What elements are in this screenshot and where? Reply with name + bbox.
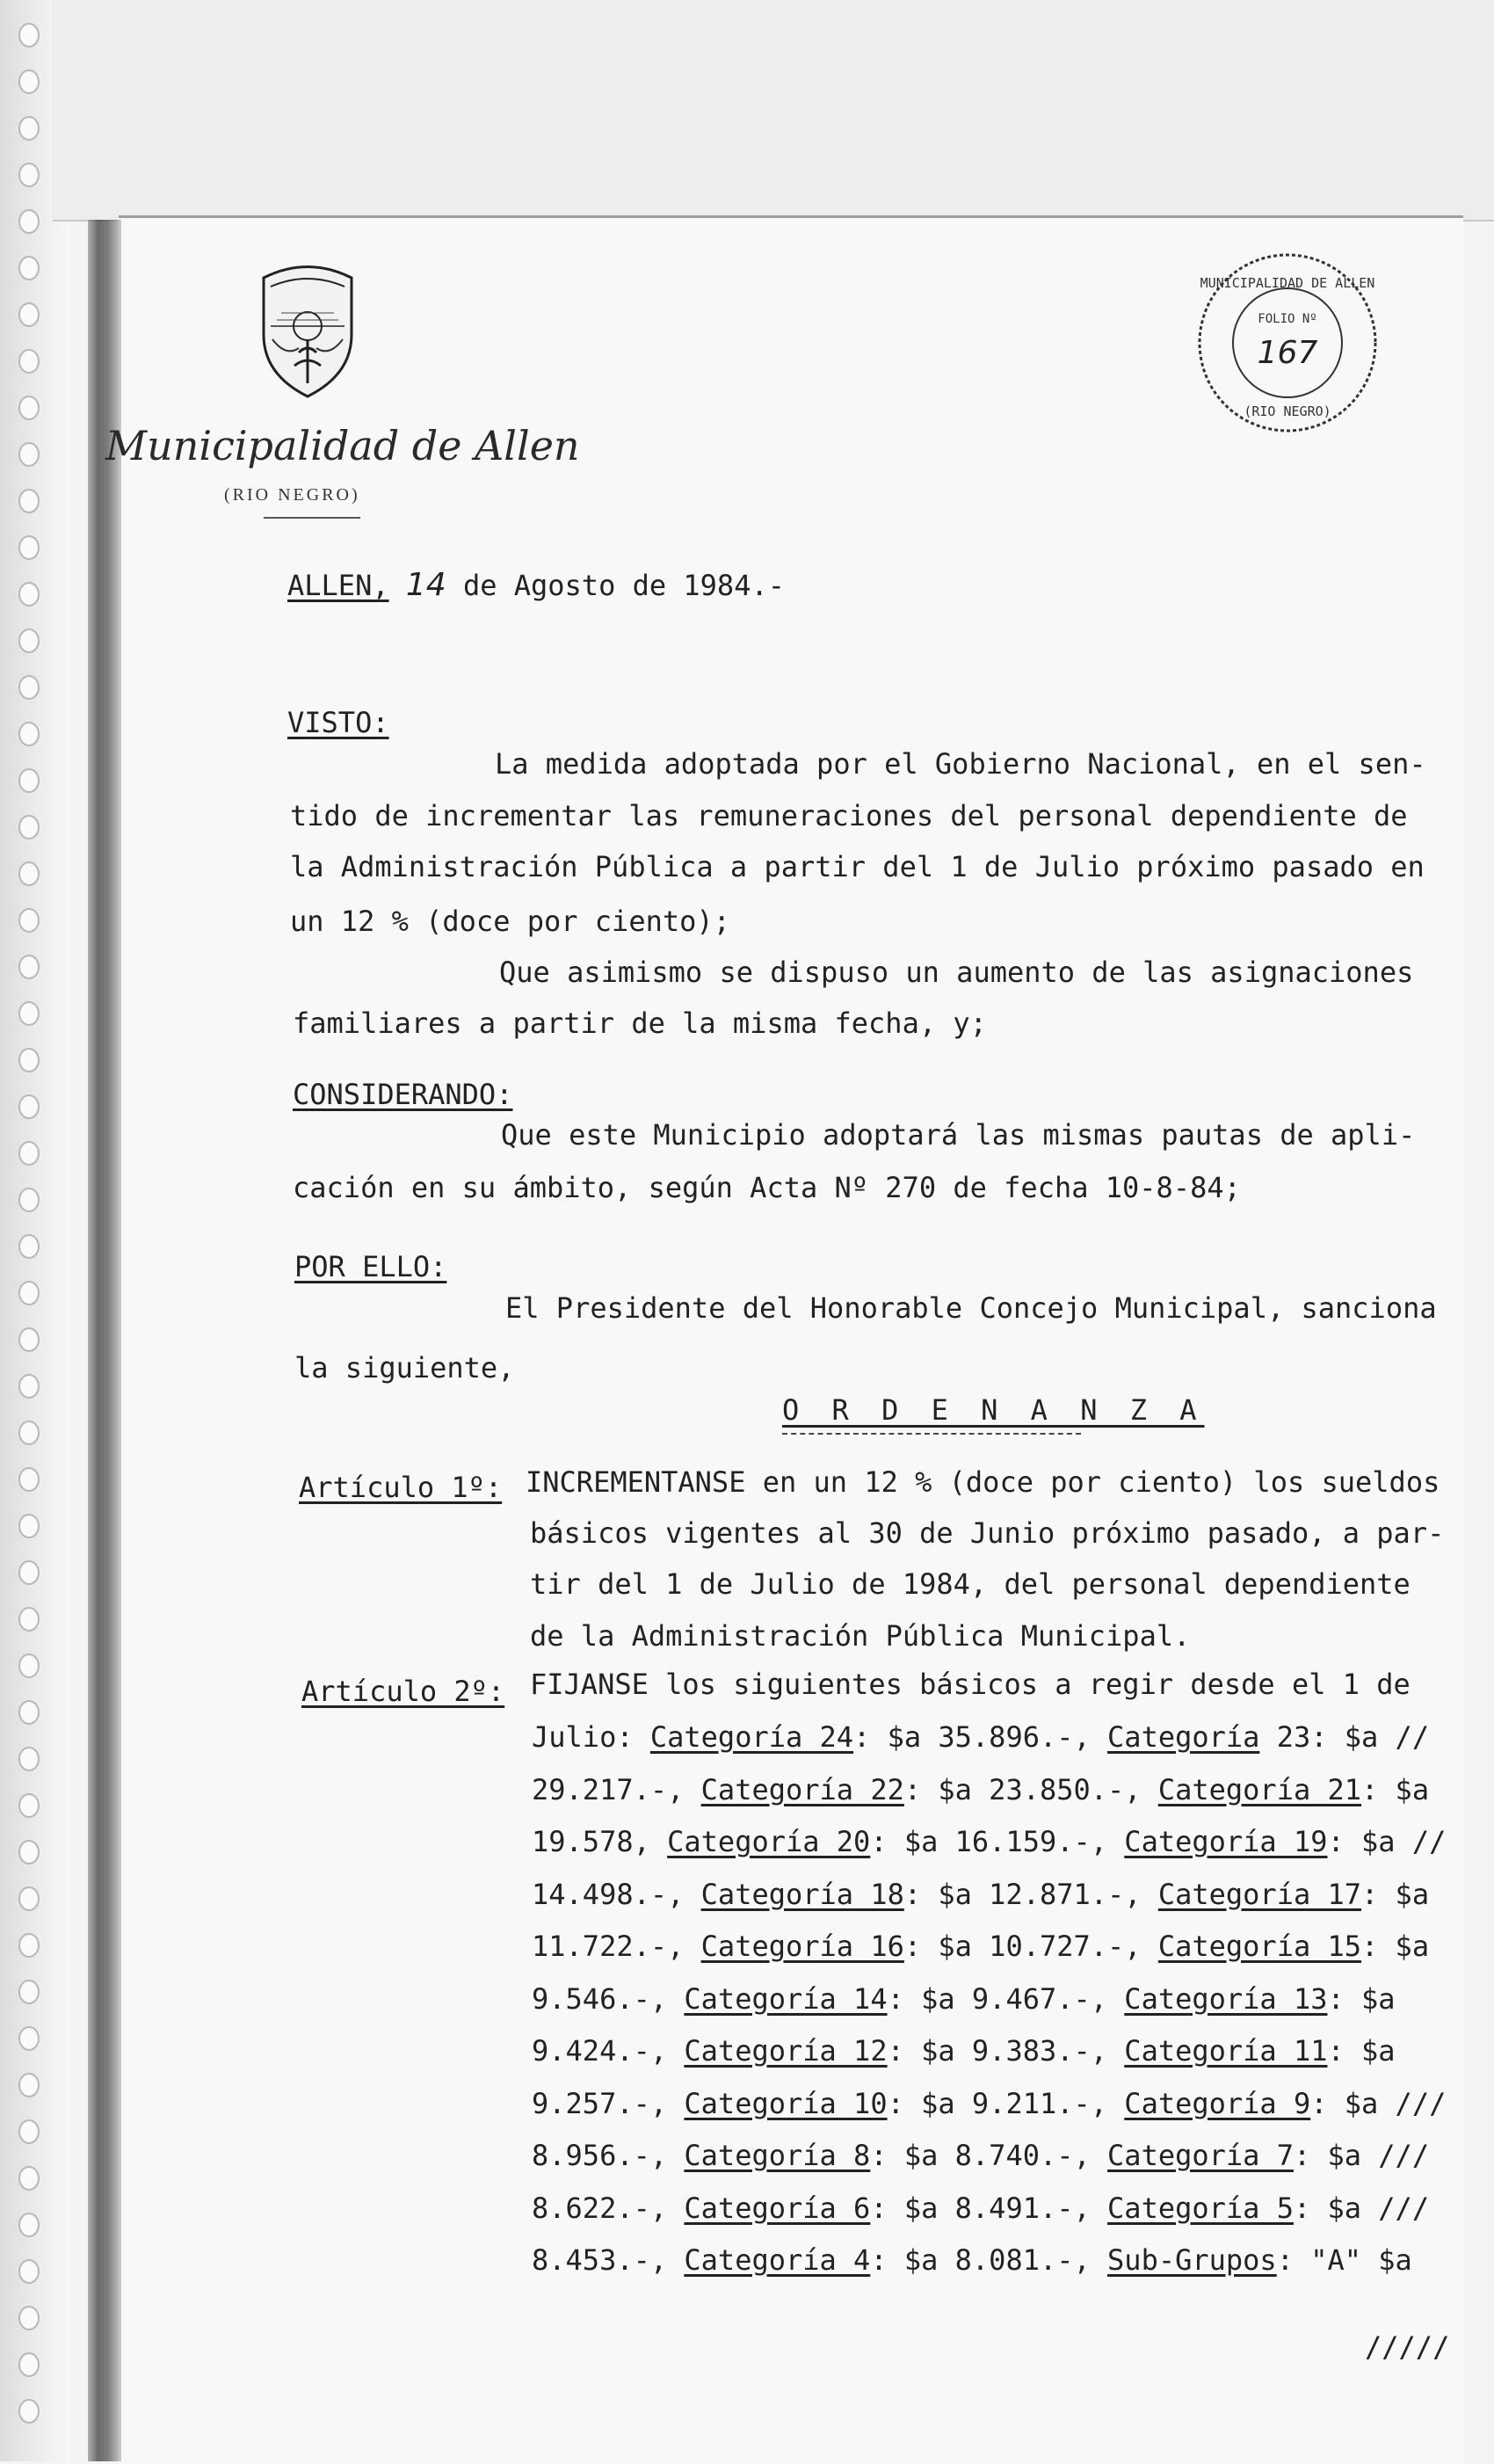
binder-hole bbox=[19, 956, 39, 978]
binder-hole bbox=[19, 769, 39, 792]
binder-hole bbox=[19, 303, 39, 326]
binder-hole bbox=[19, 1282, 39, 1305]
category-label: Categoría 18 bbox=[700, 1877, 904, 1911]
salary-text: : $a /// bbox=[1310, 2086, 1447, 2120]
salary-text: 11.722.-, bbox=[532, 1930, 701, 1963]
salary-text: 8.453.-, bbox=[532, 2243, 685, 2277]
category-label: Categoría 20 bbox=[667, 1825, 871, 1858]
category-label: Categoría 13 bbox=[1124, 1981, 1328, 2016]
ordenanza-title: O R D E N A N Z A bbox=[782, 1393, 1205, 1427]
por-ello-heading: POR ELLO: bbox=[294, 1250, 447, 1283]
binder-hole bbox=[19, 1421, 39, 1444]
binder-hole bbox=[19, 1841, 39, 1864]
salary-text: : $a 9.467.-, bbox=[887, 1981, 1125, 2016]
binder-hole bbox=[19, 2307, 39, 2330]
binder-hole bbox=[19, 1142, 39, 1165]
binder-hole bbox=[19, 583, 39, 606]
salary-text: : $a bbox=[1361, 1877, 1430, 1911]
binder-hole bbox=[19, 1375, 39, 1398]
category-label: Categoría 11 bbox=[1124, 2034, 1328, 2068]
visto-line: Que asimismo se dispuso un aumento de las asignaciones bbox=[499, 956, 1414, 989]
binder-hole bbox=[19, 1608, 39, 1631]
por-ello-line: la siguiente, bbox=[294, 1351, 515, 1385]
binder-hole bbox=[19, 257, 39, 280]
category-label: Categoría 12 bbox=[684, 2034, 888, 2068]
article2-salary-line bbox=[532, 2086, 1447, 2120]
category-label: Categoría 5 bbox=[1107, 2191, 1294, 2225]
considerando-heading: CONSIDERANDO: bbox=[293, 1078, 513, 1111]
salary-text: : "A" $a bbox=[1276, 2243, 1412, 2277]
binder-hole bbox=[19, 816, 39, 839]
article1-line: tir del 1 de Julio de 1984, del personal dependiente bbox=[530, 1567, 1411, 1601]
stamp-folio-number: 167 bbox=[1257, 335, 1318, 371]
date-rest: de Agosto de 1984.- bbox=[462, 569, 785, 602]
considerando-line: Que este Municipio adoptará las mismas pautas de apli- bbox=[501, 1118, 1416, 1152]
article2-salary-line bbox=[532, 1720, 1430, 1754]
salary-text: : $a bbox=[1327, 1981, 1396, 2016]
category-label: Categoría 6 bbox=[684, 2191, 871, 2225]
underlying-sheet bbox=[53, 0, 1494, 222]
binder-hole bbox=[19, 1002, 39, 1025]
category-label: Categoría 14 bbox=[684, 1981, 888, 2016]
salary-text: : $a 8.081.-, bbox=[870, 2243, 1108, 2277]
considerando-line: cación en su ámbito, según Acta Nº 270 de fecha 10-8-84; bbox=[293, 1171, 1241, 1204]
salary-text: : $a /// bbox=[1293, 2139, 1430, 2172]
category-label: Categoría 17 bbox=[1157, 1877, 1362, 1911]
article2-salary-line bbox=[532, 1877, 1430, 1911]
category-label: Categoría 22 bbox=[700, 1772, 904, 1806]
stamp-bottom-text: (RIO NEGRO) bbox=[1244, 403, 1331, 419]
binder-hole bbox=[19, 2353, 39, 2376]
binder-hole bbox=[19, 862, 39, 885]
municipality-name: Municipalidad de Allen bbox=[105, 422, 580, 469]
salary-text: : $a 8.740.-, bbox=[870, 2139, 1108, 2172]
binder-hole bbox=[19, 2074, 39, 2097]
category-label: Categoría bbox=[1107, 1720, 1260, 1754]
article2-salary-line bbox=[532, 1981, 1396, 2016]
binder-hole bbox=[19, 2120, 39, 2143]
article2-label: Artículo 2º: bbox=[301, 1675, 505, 1708]
folio-stamp bbox=[1195, 251, 1380, 435]
binder-hole bbox=[19, 1095, 39, 1118]
binder-hole bbox=[19, 1748, 39, 1770]
binder-hole bbox=[19, 443, 39, 466]
letterhead-rule bbox=[264, 517, 360, 519]
salary-text: : $a 23.850.-, bbox=[903, 1772, 1158, 1806]
category-label: Categoría 4 bbox=[684, 2243, 871, 2277]
binder-hole bbox=[19, 1794, 39, 1817]
article1-label: Artículo 1º: bbox=[299, 1471, 503, 1504]
salary-text: : $a bbox=[1327, 2034, 1396, 2068]
article2-salary-line bbox=[532, 1930, 1430, 1963]
binder-hole bbox=[19, 1981, 39, 2003]
category-label: Sub-Grupos bbox=[1107, 2243, 1277, 2277]
document-page bbox=[119, 215, 1463, 2464]
salary-text: : $a 9.211.-, bbox=[887, 2086, 1125, 2120]
salary-text: : $a 16.159.-, bbox=[870, 1825, 1125, 1858]
binder-hole bbox=[19, 70, 39, 93]
binder-hole bbox=[19, 1654, 39, 1677]
visto-line: un 12 % (doce por ciento); bbox=[290, 905, 730, 938]
salary-text: 8.956.-, bbox=[532, 2139, 685, 2172]
category-label: Categoría 15 bbox=[1157, 1930, 1362, 1963]
salary-text: : $a /// bbox=[1293, 2191, 1430, 2225]
binder-hole bbox=[19, 1934, 39, 1957]
category-label: Categoría 21 bbox=[1157, 1772, 1362, 1806]
salary-text: : $a bbox=[1361, 1930, 1430, 1963]
city-crest-icon bbox=[255, 260, 360, 401]
article2-salary-line bbox=[532, 2141, 1429, 2170]
salary-text: 8.622.-, bbox=[532, 2191, 685, 2225]
binder-hole bbox=[19, 396, 39, 419]
binder-hole bbox=[19, 723, 39, 745]
visto-heading: VISTO: bbox=[287, 706, 389, 739]
binder-hole bbox=[19, 164, 39, 186]
binder-hole bbox=[19, 1887, 39, 1910]
article1-line: INCREMENTANSE en un 12 % (doce por ciento) los sueldos bbox=[526, 1465, 1440, 1499]
category-label: Categoría 10 bbox=[684, 2086, 888, 2120]
municipality-province: (RIO NEGRO) bbox=[224, 485, 360, 505]
binder-hole bbox=[19, 2167, 39, 2190]
article2-intro: FIJANSE los siguientes básicos a regir desde el 1 de bbox=[530, 1668, 1411, 1701]
salary-text: : $a // bbox=[1327, 1825, 1447, 1858]
salary-text: 9.546.-, bbox=[532, 1981, 685, 2016]
binder-hole bbox=[19, 909, 39, 932]
binder-hole bbox=[19, 350, 39, 373]
article1-line: básicos vigentes al 30 de Junio próximo pasado, a par- bbox=[530, 1516, 1445, 1550]
binder-hole bbox=[19, 1235, 39, 1258]
salary-text: : $a 9.383.-, bbox=[887, 2034, 1125, 2068]
por-ello-line: El Presidente del Honorable Concejo Municipal, sanciona bbox=[505, 1291, 1437, 1325]
visto-line: tido de incrementar las remuneraciones del personal dependiente de bbox=[290, 799, 1408, 832]
article2-salary-line bbox=[532, 2191, 1430, 2225]
article2-salary-line bbox=[532, 2034, 1396, 2068]
binder-hole bbox=[19, 2400, 39, 2423]
binder-hole bbox=[19, 1188, 39, 1211]
binder-hole bbox=[19, 1701, 39, 1724]
date-line bbox=[287, 567, 785, 603]
article1-line: de la Administración Pública Municipal. bbox=[530, 1619, 1191, 1653]
binder-hole bbox=[19, 1328, 39, 1351]
category-label: Categoría 7 bbox=[1107, 2139, 1294, 2172]
article2-salary-line bbox=[532, 1825, 1447, 1858]
category-label: Categoría 16 bbox=[700, 1930, 904, 1963]
binder-hole bbox=[19, 490, 39, 512]
binder-hole bbox=[19, 1515, 39, 1537]
category-label: Categoría 9 bbox=[1124, 2086, 1311, 2120]
stamp-ring-text: MUNICIPALIDAD DE ALLEN bbox=[1200, 275, 1375, 291]
salary-text: 14.498.-, bbox=[532, 1877, 701, 1911]
article2-salary-line bbox=[532, 1772, 1430, 1806]
binder-hole bbox=[19, 1468, 39, 1491]
date-day-handwritten: 14 bbox=[405, 567, 446, 603]
binder-hole bbox=[19, 2027, 39, 2050]
visto-line: familiares a partir de la misma fecha, y; bbox=[293, 1007, 987, 1040]
date-city: ALLEN, bbox=[287, 569, 389, 602]
binder-hole bbox=[19, 2260, 39, 2283]
category-label: Categoría 8 bbox=[684, 2139, 871, 2172]
salary-text: : $a bbox=[1361, 1772, 1430, 1806]
salary-text: : $a 10.727.-, bbox=[903, 1930, 1158, 1963]
visto-line: la Administración Pública a partir del 1 de Julio próximo pasado en bbox=[290, 850, 1425, 883]
binder-hole bbox=[19, 117, 39, 140]
stamp-folio-label: FOLIO Nº bbox=[1258, 312, 1317, 326]
salary-text: : $a 12.871.-, bbox=[903, 1877, 1158, 1911]
salary-text: 29.217.-, bbox=[532, 1772, 701, 1806]
binder-hole bbox=[19, 676, 39, 699]
scan-shadow-band bbox=[88, 220, 121, 2461]
salary-text: : $a 8.491.-, bbox=[870, 2191, 1108, 2225]
category-label: Categoría 24 bbox=[649, 1720, 854, 1754]
binder-holes bbox=[0, 0, 70, 2461]
salary-text: 9.257.-, bbox=[532, 2086, 685, 2120]
salary-text: : $a 35.896.-, bbox=[853, 1720, 1108, 1754]
ordenanza-double-rule bbox=[782, 1433, 1081, 1435]
binder-hole bbox=[19, 2213, 39, 2236]
binder-hole bbox=[19, 210, 39, 233]
binder-hole bbox=[19, 1561, 39, 1584]
salary-text: 9.424.-, bbox=[532, 2034, 685, 2068]
salary-text: Julio: bbox=[532, 1720, 650, 1754]
binder-hole bbox=[19, 536, 39, 559]
continuation-marks: ///// bbox=[1365, 2330, 1450, 2364]
salary-text: 19.578, bbox=[532, 1825, 668, 1858]
salary-text: 23: $a // bbox=[1259, 1720, 1430, 1754]
article2-salary-line bbox=[532, 2243, 1412, 2277]
visto-line: La medida adoptada por el Gobierno Nacional, en el sen- bbox=[495, 747, 1426, 781]
binder-hole bbox=[19, 24, 39, 47]
binder-hole bbox=[19, 629, 39, 652]
binder-hole bbox=[19, 1049, 39, 1072]
category-label: Categoría 19 bbox=[1124, 1825, 1328, 1858]
